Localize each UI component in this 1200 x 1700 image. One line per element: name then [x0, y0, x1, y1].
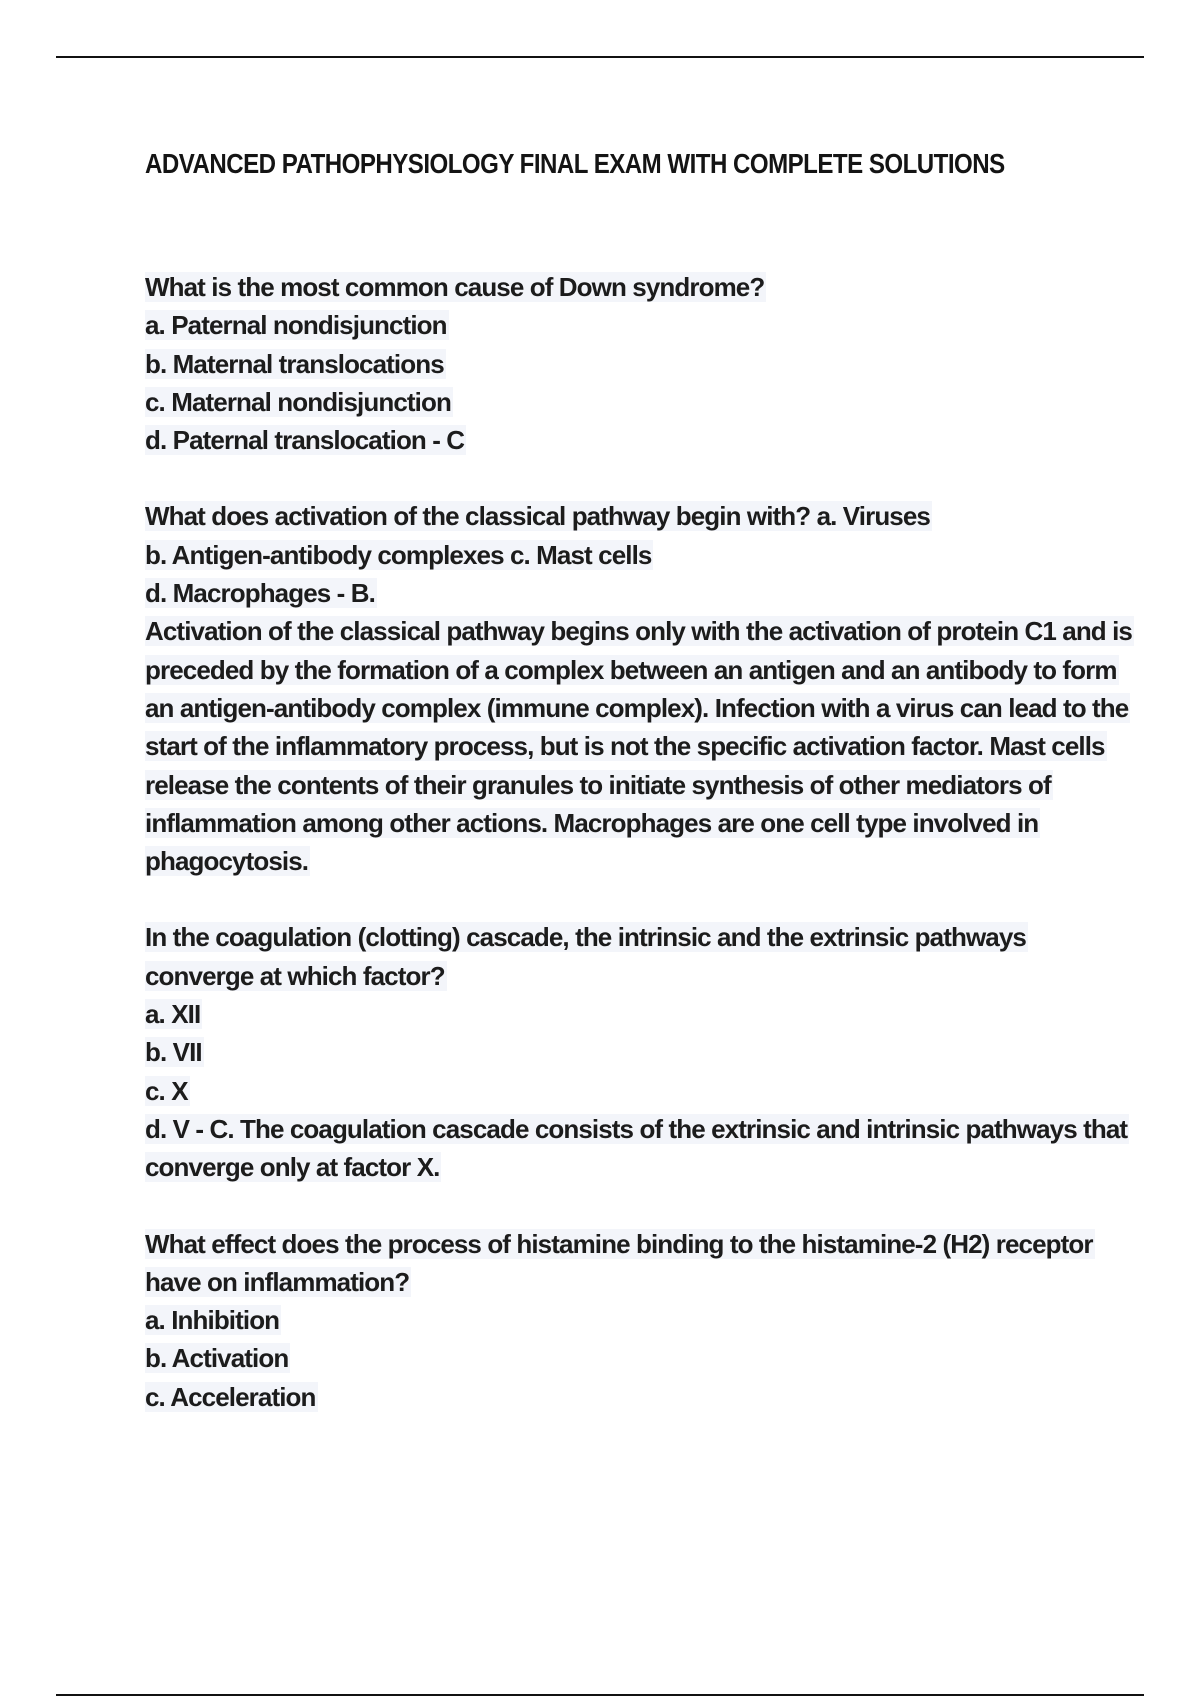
question-line: In the coagulation (clotting) cascade, the intrinsic and the extrinsic pathways	[145, 922, 1026, 953]
question-line: What effect does the process of histamine binding to the histamine-2 (H2) receptor	[145, 1228, 1093, 1259]
top-rule	[56, 56, 1144, 58]
question-line: What does activation of the classical pathway begin with? a. Viruses	[145, 501, 930, 532]
bottom-rule	[56, 1694, 1144, 1696]
answer-option: d. Paternal translocation - C	[145, 425, 465, 456]
explanation-line: inflammation among other actions. Macrophages are one cell type involved in	[145, 807, 1039, 838]
explanation-line: start of the inflammatory process, but is not the specific activation factor. Mast cells	[145, 731, 1105, 762]
answer-option: b. Antigen-antibody complexes c. Mast cells	[145, 539, 652, 570]
explanation-line: converge only at factor X.	[145, 1152, 440, 1183]
answer-option: b. Activation	[145, 1343, 289, 1374]
answer-option: d. V - C. The coagulation cascade consists of the extrinsic and intrinsic pathways that	[145, 1113, 1128, 1144]
answer-option: b. VII	[145, 1037, 202, 1068]
question-block	[145, 918, 1128, 1186]
question-line: What is the most common cause of Down syndrome?	[145, 272, 765, 302]
answer-option: c. Maternal nondisjunction	[145, 386, 451, 417]
answer-option: c. X	[145, 1075, 188, 1106]
answer-option: b. Maternal translocations	[145, 348, 444, 379]
explanation-line: Activation of the classical pathway begins only with the activation of protein C1 and is	[145, 616, 1132, 647]
explanation-line: preceded by the formation of a complex between an antigen and an antibody to form	[145, 654, 1117, 685]
question-line: have on inflammation?	[145, 1266, 410, 1297]
question-block	[145, 1225, 1093, 1416]
answer-option: a. Paternal nondisjunction	[145, 310, 447, 341]
explanation-line: an antigen-antibody complex (immune complex). Infection with a virus can lead to the	[145, 692, 1129, 723]
question-block	[145, 497, 1132, 880]
document-body	[145, 144, 1132, 1416]
explanation-line: release the contents of their granules to initiate synthesis of other mediators of	[145, 769, 1051, 800]
question-block	[145, 268, 1085, 459]
explanation-line: phagocytosis.	[145, 846, 309, 877]
answer-option: a. Inhibition	[145, 1305, 280, 1336]
answer-option: c. Acceleration	[145, 1381, 316, 1412]
document-title: ADVANCED PATHOPHYSIOLOGY FINAL EXAM WITH COMPLETE SOLUTIONS	[145, 148, 1005, 179]
question-line: converge at which factor?	[145, 960, 445, 991]
answer-option: a. XII	[145, 999, 201, 1030]
answer-option: d. Macrophages - B.	[145, 578, 375, 609]
